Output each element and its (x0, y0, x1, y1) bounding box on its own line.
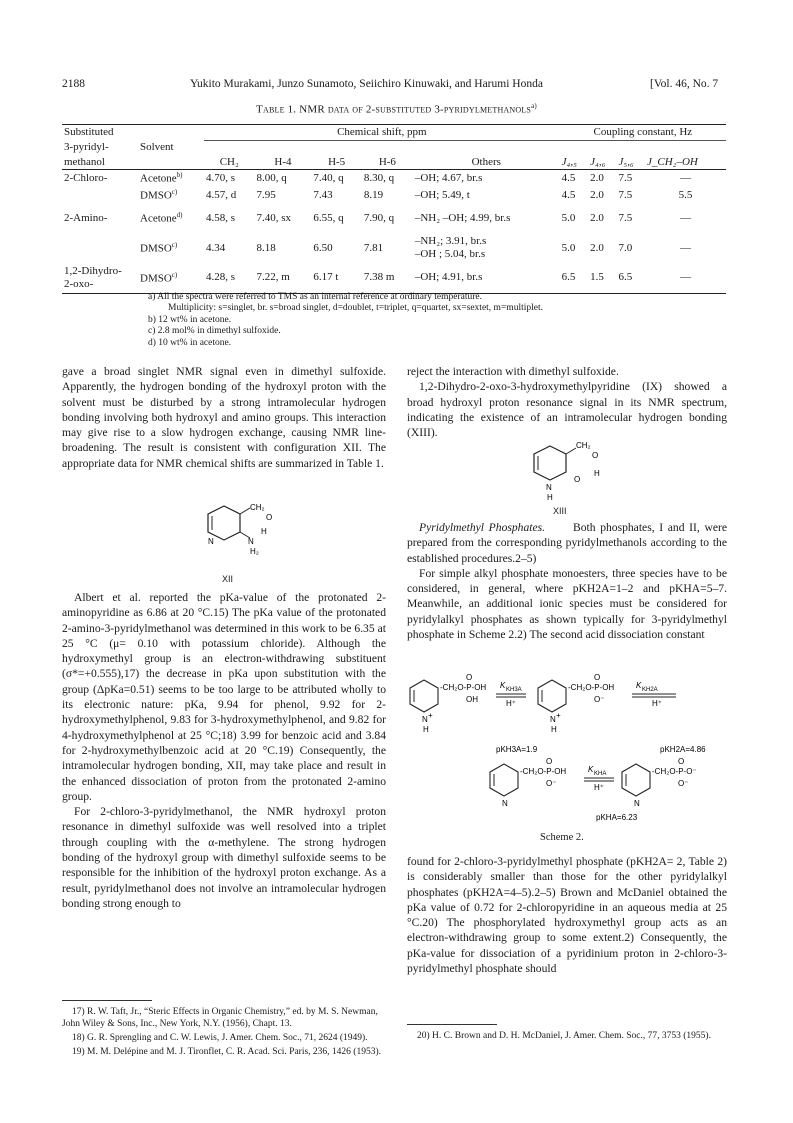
footnote-rule-left (62, 1000, 152, 1001)
table-caption: Table 1. NMR data of 2-substituted 3-pyridylmethanols$^{a)}$ (256, 102, 537, 116)
svg-text:O: O (574, 475, 581, 484)
svg-text:K: K (636, 681, 642, 690)
left-footnotes: 17) R. W. Taft, Jr., “Steric Effects in Organic Chemistry,” ed. by M. S. Newman, John Wiley & Sons, Inc., New York, N.Y. (1956), Chapt. 13. 18) G. R. Sprengling and C. W. Lewis, J. Amer. Chem. Soc., 71, 2624 (1949). 19) M. M. Delépine and M. J. Tironflet, C. R. Acad. Sci. Paris, 236, 1426 (1953). (62, 1007, 382, 1057)
structure-xiii (520, 440, 610, 506)
hdr-j45: J₄,₅ (561, 155, 577, 168)
hdr-h5: H-5 (328, 155, 346, 168)
scheme-label: Scheme 2. (540, 832, 584, 843)
nmr-table (62, 124, 726, 294)
svg-text:pKHA=6.23: pKHA=6.23 (596, 813, 638, 822)
scheme-2 (400, 668, 728, 828)
footnote-rule-right (407, 1024, 497, 1025)
structure-xii-label: XII (222, 574, 234, 584)
svg-text:-CH₂O-P-OH: -CH₂O-P-OH (520, 767, 567, 776)
right-footnotes: 20) H. C. Brown and D. H. McDaniel, J. Amer. Chem. Soc., 77, 3753 (1955). (417, 1031, 711, 1041)
svg-text:K: K (588, 765, 594, 774)
svg-text:H: H (551, 725, 557, 734)
left-column-text-top: gave a broad singlet NMR signal even in dimethyl sulfoxide. Apparently, the hydrogen bonding of the hydroxyl proton with the solvent must be disturbed by a strong intramolecular hydrogen bonding involving both hydroxyl and amino groups. This interaction may give rise to a slow hydrogen exchange, causing NMR line-broadening. The result is consistent with configuration XII. The appropriate data for NMR chemical shifts are summarized in Table 1. (62, 365, 386, 470)
hdr-coupling: Coupling constant, Hz (560, 125, 726, 141)
svg-text:N: N (422, 715, 428, 724)
svg-text:KH3A: KH3A (506, 687, 522, 693)
svg-text:N: N (502, 799, 508, 808)
hdr-solvent: Solvent (140, 140, 174, 153)
svg-text:O⁻: O⁻ (546, 779, 557, 788)
svg-text:N: N (208, 537, 214, 546)
table-row: 2-Amino- Acetone$^{d)}$ 4.58, s 7.40, sx 6.55, q 7.90, q –NH₂ –OH; 4.99, br.s 5.0 2.0 7.5 — (64, 210, 691, 225)
svg-text:H₂: H₂ (250, 547, 259, 556)
hdr-h6: H-6 (378, 155, 396, 168)
svg-text:O: O (266, 513, 273, 522)
svg-text:-CH₂O-P-O⁻: -CH₂O-P-O⁻ (652, 767, 697, 776)
svg-text:pKH3A=1.9: pKH3A=1.9 (496, 745, 538, 754)
table-row: 1,2-Dihydro- 2-oxo- DMSO$^{c)}$ 4.28, s 7.22, m 6.17 t 7.38 m –OH; 4.91, br.s 6.5 1.5 6.5 — (62, 263, 726, 293)
svg-text:O: O (466, 673, 473, 682)
hdr-methanol: methanol (64, 155, 105, 168)
hdr-jch2oh: J_CH₂–OH (646, 155, 698, 168)
svg-text:-CH₂O-P-OH: -CH₂O-P-OH (568, 683, 615, 692)
running-authors: Yukito Murakami, Junzo Sunamoto, Seiichiro Kinuwaki, and Harumi Honda (190, 78, 543, 90)
svg-text:O: O (592, 451, 599, 460)
svg-text:+: + (428, 711, 433, 720)
right-column-text-top: reject the interaction with dimethyl sulfoxide. 1,2-Dihydro-2-oxo-3-hydroxymethylpyridine (IX) showed a broad hydroxyl proton resonance signal in its NMR spectrum, indicating the existence of an intramolecular hydrogen bonding (XIII). (407, 365, 727, 440)
svg-text:KH2A: KH2A (642, 687, 658, 693)
hdr-h4: H-4 (274, 155, 292, 168)
svg-text:KHA: KHA (594, 771, 607, 777)
svg-text:O: O (594, 673, 601, 682)
hdr-pyridyl: 3-pyridyl- (64, 141, 109, 154)
svg-text:N: N (550, 715, 556, 724)
right-column-text-mid: Pyridylmethyl Phosphates. Both phosphates, I and II, were prepared from the corresponding pyridylmethanols according to the established procedures.2–5) For simple alkyl phosphate monoesters, three species have to be considered, in general, where pKH2A=1–2 and pKHA=5–7. Meanwhile, an additional ionic species must be considered for pyridylalkyl phosphates as shown typically for 3-pyridylmethyl phosphate in Scheme 2.2) The second acid dissociation constant (407, 521, 727, 642)
svg-text:H⁺: H⁺ (594, 783, 604, 792)
svg-text:-CH₂O-P-OH: -CH₂O-P-OH (440, 683, 487, 692)
svg-text:O⁻: O⁻ (678, 779, 689, 788)
hdr-substituted: Substituted (64, 126, 114, 139)
svg-text:N: N (546, 483, 552, 492)
hdr-chemical-shift: Chemical shift, ppm (204, 125, 560, 141)
table-row: DMSO$^{c)}$ 4.34 8.18 6.50 7.81 –NH₂; 3.91, br.s –OH ; 5.04, br.s 5.0 2.0 7.0 — (140, 235, 691, 261)
structure-xii (186, 500, 276, 574)
svg-text:O⁻: O⁻ (594, 695, 605, 704)
svg-text:H⁺: H⁺ (506, 699, 516, 708)
svg-text:H: H (423, 725, 429, 734)
svg-text:OH: OH (466, 695, 478, 704)
hdr-ch2: CH₂ (219, 155, 239, 168)
svg-text:N: N (248, 537, 254, 546)
hdr-j56: J₅,₆ (618, 155, 634, 168)
page-number: 2188 (62, 78, 85, 90)
svg-text:CH₂: CH₂ (576, 441, 591, 450)
svg-text:H: H (547, 493, 553, 502)
svg-text:O: O (546, 757, 553, 766)
svg-text:pKH2A=4.86: pKH2A=4.86 (660, 745, 706, 754)
svg-text:N: N (634, 799, 640, 808)
svg-text:H: H (594, 469, 600, 478)
structure-xiii-label: XIII (553, 506, 567, 516)
volume-info: [Vol. 46, No. 7 (650, 78, 719, 90)
left-column-text-bottom: Albert et al. reported the pKa-value of the protonated 2-aminopyridine as 6.86 at 20 °C.15) The pKa value of the protonated 2-amino-3-pyridylmethanol was determined in this work to be 6.35 at 25 °C (μ= 0.10 with potassium chloride). Although the hydroxymethyl group is an electron-withdrawing substituent (σ*=+0.555),17) the decrease in pKa upon substitution with the group (ΔpKa=0.51) seems to be too large to be attributed wholly to its electronic nature: pKa, 9.94 for phenol, 9.92 for 2-hydroxymethylphenol, 9.83 for 3-hydroxymethylphenol, and 9.82 for 4-hydroxymethylphenol at 25 °C;18) 3.99 for benzoic acid and 3.84 for 2-hydroxymethylbenzoic acid at 20 °C.19) Consequently, the intramolecular hydrogen bonding, XII, may take place and result in the enhanced dissociation of proton from the protonated 2-amino group. For 2-chloro-3-pyridylmethanol, the NMR hydroxyl proton resonance in dimethyl sulfoxide was well resolved into a triplet through coupling with the α-methylene. The strong hydrogen bonding of the hydroxyl group with dimethyl sulfoxide seems to be responsible for the inhibition of the hydroxyl proton exchange. As a result, pyridylmethanol does not involve an intramolecular hydrogen bonding strong enough to (62, 591, 386, 910)
svg-text:+: + (556, 711, 561, 720)
right-column-text-bottom: found for 2-chloro-3-pyridylmethyl phosphate (pKH2A= 2, Table 2) is considerably smaller than those for the other pyridylalkyl phosphates (pKH2A=4–5).2–5) Brown and McDaniel obtained the pKa value of 0.72 for 2-chloropyridine in an aqueous media at 25 °C.20) The phosphorylated hydroxymethyl group acts as an electron-withdrawing group to some extent.2) Consequently, the pKa-value for dissociation of a pyridinium proton in 2-chloro-3-pyridylmethyl phosphate should (407, 855, 727, 976)
svg-text:O: O (678, 757, 685, 766)
svg-text:H: H (261, 527, 267, 536)
svg-text:K: K (500, 681, 506, 690)
svg-text:H⁺: H⁺ (652, 699, 662, 708)
table-row: DMSO$^{c)}$ 4.57, d 7.95 7.43 8.19 –OH; 5.49, t 4.5 2.0 7.5 5.5 (140, 187, 693, 202)
table-row: 2-Chloro- Acetone$^{b)}$ 4.70, s 8.00, q 7.40, q 8.30, q –OH; 4.67, br.s 4.5 2.0 7.5 — (64, 171, 691, 186)
hdr-others: Others (471, 155, 501, 168)
hdr-j46: J₄,₆ (590, 155, 606, 168)
svg-text:CH₂: CH₂ (250, 503, 265, 512)
table-footnotes: a) All the spectra were referred to TMS as an internal reference at ordinary temperature. Multiplicity: s=singlet, br. s=broad singlet, d=doublet, t=triplet, q=quartet, sx=sextet, m=multiplet. b) 12 wt% in acetone. c) 2.8 mol% in dimethyl sulfoxide. d) 10 wt% in acetone. (148, 292, 543, 348)
